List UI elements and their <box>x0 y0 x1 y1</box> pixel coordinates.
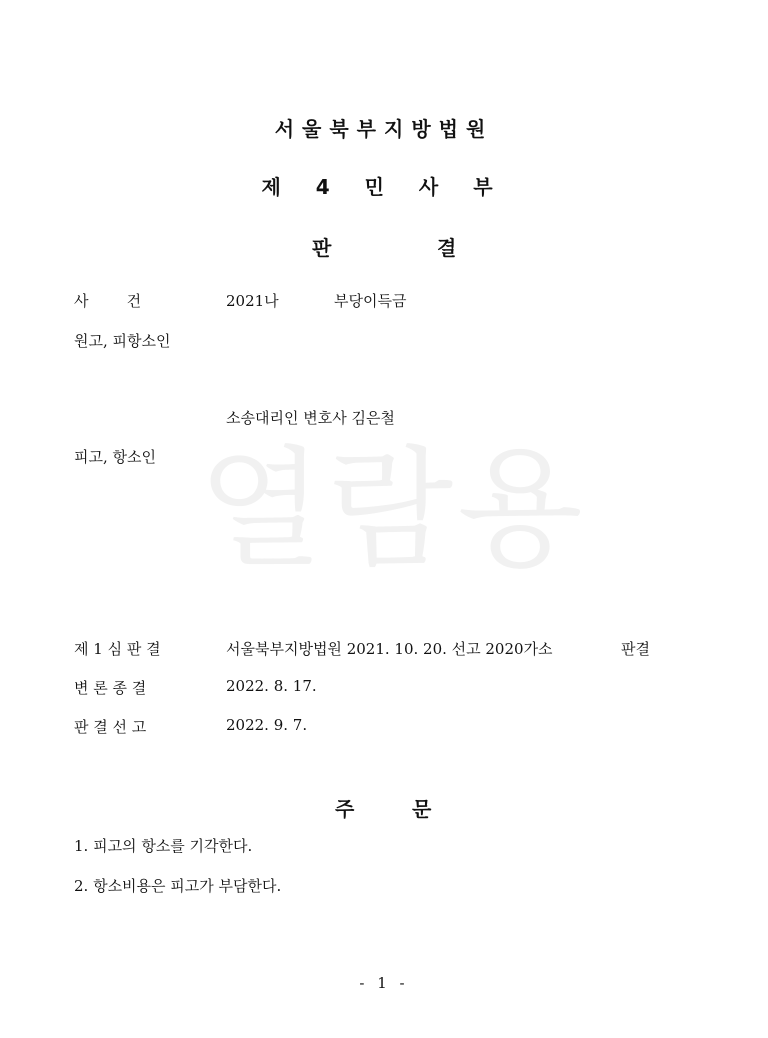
plaintiff-label: 원고, 피항소인 <box>74 332 171 350</box>
order-item-1: 1. 피고의 항소를 기각한다. <box>74 837 253 855</box>
first-instance-label: 제 1 심 판 결 <box>74 640 161 658</box>
judgment-date-value: 2022. 9. 7. <box>226 716 308 734</box>
case-number: 2021나 <box>226 292 279 310</box>
page-number: - 1 - <box>359 974 409 992</box>
first-instance-value: 서울북부지방법원 2021. 10. 20. 선고 2020가소 <box>226 640 553 658</box>
court-name: 서울북부지방법원 <box>274 117 494 141</box>
case-name: 부당이득금 <box>334 292 407 310</box>
order-heading-left: 주 <box>335 797 355 821</box>
doc-title-right: 결 <box>437 236 457 260</box>
doc-title-left: 판 <box>312 236 332 260</box>
argument-close-label: 변 론 종 결 <box>74 679 147 697</box>
case-label: 사 건 <box>74 292 142 310</box>
representative: 소송대리인 변호사 김은철 <box>226 409 395 427</box>
judgment-date-label: 판 결 선 고 <box>74 718 147 736</box>
watermark: 열람용 <box>198 433 587 585</box>
first-instance-suffix: 판결 <box>621 640 650 658</box>
argument-close-value: 2022. 8. 17. <box>226 677 317 695</box>
division: 제 4 민 사 부 <box>261 175 507 199</box>
order-item-2: 2. 항소비용은 피고가 부담한다. <box>74 877 282 895</box>
defendant-label: 피고, 항소인 <box>74 448 156 466</box>
order-heading-right: 문 <box>412 797 432 821</box>
